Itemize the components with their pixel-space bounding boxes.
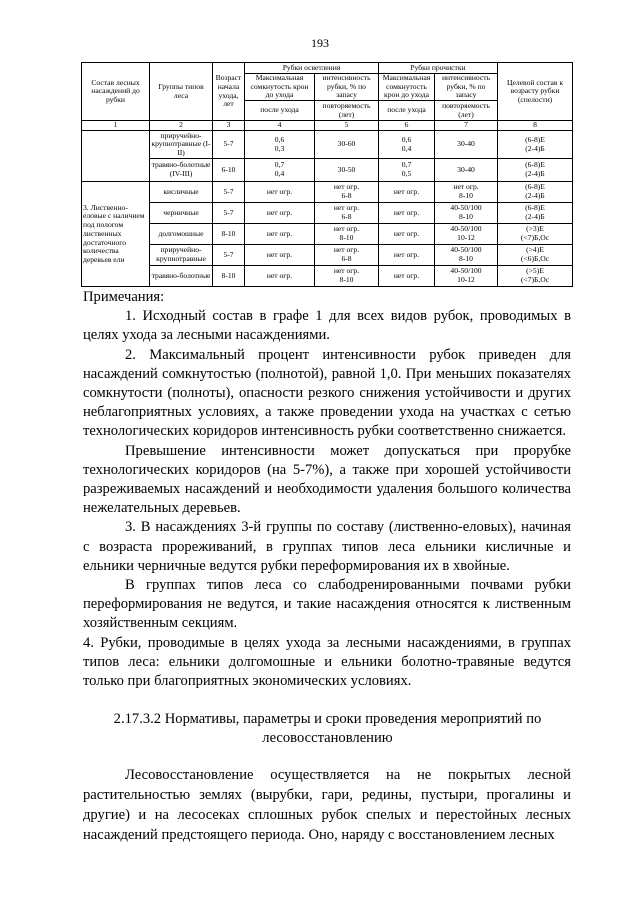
body-text [83,765,571,845]
value-cell: 30-60 [315,131,379,159]
note-item: 4. Рубки, проводимые в целях ухода за лесными насаждениями, в группах типов леса: ельники долгомошные и ельники болотно-травяные ведутся только при благоприятных экономических условиях. [83,634,571,690]
note-item: В группах типов леса со слабодренированными почвами рубки переформирования не ведутся, и такие насаждения относятся к лиственным хозяйственным секциям. [83,577,571,632]
composition-cell-empty [82,131,150,182]
header-intensity: интенсивность рубки, % по запасу [435,74,498,101]
header-repeat: повторяемость (лет) [315,101,379,121]
header-clearing-cuts: Рубки осветления [245,63,379,74]
target-cell: (>3)Е (<7)Б,Ос [498,224,573,245]
header-forest-group: Группы типов леса [150,63,213,121]
note-item: 2. Максимальный процент интенсивности рубок приведен для насаждений сомкнутостью (полнотой), равной 1,0. При меньших показателях сомкнутости (полноты), опасности резкого снижения устойчивости и других неблагоприятных условиях, а также проведении ухода на участках с сетью технологических коридоров интенсивность рубки соответственно снижается. [83,346,571,440]
column-numbers-row [82,121,573,131]
column-number: 4 [245,121,315,131]
page-number: 193 [311,36,329,50]
target-cell: (>5)Е (<7)Б,Ос [498,266,573,287]
value-cell: нет огр. [245,245,315,266]
forest-care-table [81,62,573,287]
value-cell: нет огр. [245,266,315,287]
notes-title: Примечания: [83,289,165,305]
value-cell: 30-40 [435,159,498,182]
target-cell: (>4)Е (<6)Б,Ос [498,245,573,266]
value-cell: нет огр. 8-10 [315,224,379,245]
forest-group-cell: травяно-болотные [150,266,213,287]
header-repeat: повторяемость (лет) [435,101,498,121]
age-cell: 5-7 [213,182,245,203]
note-item: Превышение интенсивности может допускаться при прорубке технологических коридоров (на 5-7%), а также при хорошей устойчивости разреживаемых насаждений и необходимости удаления большого количества нежелательных деревьев. [83,442,571,517]
header-thinning-cuts: Рубки прочистки [379,63,498,74]
header-after-care: после ухода [245,101,315,121]
table-row [82,182,573,203]
value-cell: нет огр. [379,266,435,287]
value-cell: нет огр. 8-10 [435,182,498,203]
table-row [82,203,573,224]
value-cell: 40-50/100 8-10 [435,245,498,266]
value-cell: 40-50/100 8-10 [435,203,498,224]
age-cell: 5-7 [213,131,245,159]
value-cell: 0,6 0,4 [379,131,435,159]
column-number: 5 [315,121,379,131]
target-cell: (6-8)Е (2-4)Б [498,203,573,224]
value-cell: нет огр. 8-10 [315,266,379,287]
forest-group-cell: долгомошные [150,224,213,245]
column-number: 6 [379,121,435,131]
note-item: 3. В насаждениях 3-й группы по составу (лиственно-еловых), начиная с возраста прореживаний, в группах типов леса ельники кисличные и ельники черничные ведутся рубки переформирования их в хвойные. [83,519,571,574]
table-row [82,266,573,287]
forest-group-cell: приручейно-крупнотравные (I-II) [151,130,211,158]
value-cell: 0,7 0,5 [379,159,435,182]
value-cell: 0,6 0,3 [245,131,315,159]
forest-group-cell: черничные [150,203,213,224]
table-row [82,224,573,245]
forest-group-cell: кисличные [150,182,213,203]
value-cell: нет огр. 6-8 [315,245,379,266]
note-item: 1. Исходный состав в графе 1 для всех видов рубок, проводимых в целях ухода за лесными насаждениями. [83,308,571,344]
header-composition: Состав лесных насаждений до рубки [82,63,150,121]
value-cell: нет огр. [379,203,435,224]
table-row [82,245,573,266]
value-cell: 0,7 0,4 [245,159,315,182]
value-cell: нет огр. [379,182,435,203]
target-cell: (6-8)Е (2-4)Б [498,182,573,203]
age-cell: 5-7 [213,245,245,266]
age-cell: 8-10 [213,266,245,287]
forest-group-cell: травяно-болотные (IV-III) [150,159,213,182]
table-row [82,159,573,182]
age-cell: 6-10 [213,159,245,182]
value-cell: 30-50 [315,159,379,182]
target-cell: (6-8)Е (2-4)Б [498,131,573,159]
header-target-composition: Целевой состав к возрасту рубки (спелости) [498,63,573,121]
value-cell: нет огр. 6-8 [315,182,379,203]
column-number: 7 [435,121,498,131]
composition-group3-cell: 3. Лиственно-еловые с наличием под пологом лиственных достаточного количества деревьев ели [82,182,150,287]
section-heading: 2.17.3.2 Нормативы, параметры и сроки проведения мероприятий по лесовосстановлению [113,711,542,746]
column-number: 8 [498,121,573,131]
value-cell: нет огр. [379,245,435,266]
value-cell: 40-50/100 10-12 [435,266,498,287]
header-start-age: Возраст начала ухода, лет [213,63,245,121]
age-cell: 8-10 [213,224,245,245]
header-max-closure: Максимальная сомкнутость крон до ухода [379,74,435,101]
value-cell: нет огр. [379,224,435,245]
header-max-closure: Максимальная сомкнутость крон до ухода [245,74,315,101]
target-cell: (6-8)Е (2-4)Б [498,159,573,182]
header-intensity: интенсивность рубки, % по запасу [315,74,379,101]
value-cell: нет огр. [245,203,315,224]
body-paragraph: Лесовосстановление осуществляется на не покрытых лесной растительностью землях (вырубки, гари, редины, пустыри, прогалины и другие) и на лесосеках сплошных рубок спелых и перестойных лесных насаждений предстоящего периода. Оно, наряду с восстановлением лесных [83,767,571,843]
forest-group-cell: приручейно-крупнотравные [150,245,213,266]
value-cell: нет огр. 6-8 [315,203,379,224]
column-number: 2 [150,121,213,131]
column-number: 1 [82,121,150,131]
notes-section [83,288,571,691]
value-cell: нет огр. [245,182,315,203]
column-number: 3 [213,121,245,131]
value-cell: нет огр. [245,224,315,245]
age-cell: 5-7 [213,203,245,224]
value-cell: 30-40 [435,131,498,159]
value-cell: 40-50/100 10-12 [435,224,498,245]
table-row [82,131,573,159]
header-after-care: после ухода [379,101,435,121]
